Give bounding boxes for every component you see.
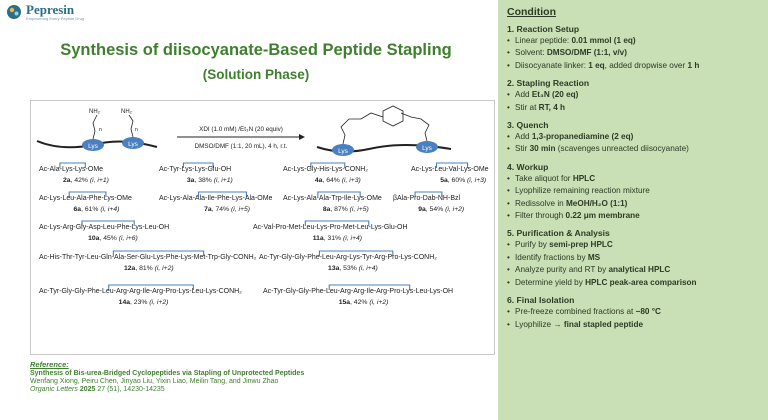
condition-step-highlight: final stapled peptide <box>563 319 644 329</box>
product-yield: , 61% <box>81 206 101 213</box>
condition-step-text: Stir at <box>515 102 539 112</box>
condition-step-highlight: 0.22 μm membrane <box>565 211 640 221</box>
condition-section-title: 3. Quench <box>507 120 549 131</box>
product-sequence: Ac-Tyr-Gly-Gly-Phe-Leu-Arg-Lys-Tyr-Arg-Pro-Lys-CONH₂ <box>259 254 437 261</box>
condition-section-title: 2. Stapling Reaction <box>507 78 590 89</box>
product-caption <box>124 265 174 272</box>
condition-panel <box>498 0 768 420</box>
reference-block <box>30 360 500 393</box>
reaction-arrow-head <box>299 134 305 140</box>
condition-step-highlight: 1,3-propanediamine (2 eq) <box>531 132 634 142</box>
logo-tagline: Empowering Every Peptide Drug <box>26 16 85 21</box>
n-label-1: n <box>99 127 102 133</box>
product-yield: , 54% <box>425 206 446 213</box>
condition-step-text: (scavenges unreacted diisocyanate) <box>555 144 689 154</box>
condition-step-highlight: HPLC peak-area comparison <box>585 277 697 287</box>
product-sequence: Ac-Lys-Ala-Ala-Trp-Ile-Lys-OMe <box>283 195 382 202</box>
product-entry-9a <box>393 192 464 213</box>
condition-step <box>507 35 762 47</box>
condition-step-text: , added dropwise over <box>604 60 688 70</box>
condition-step-highlight: DMSO/DMF (1:1, v/v) <box>546 48 627 58</box>
product-position: (i, i+2) <box>369 299 389 306</box>
product-yield: , 74% <box>211 206 231 213</box>
logo <box>6 3 84 21</box>
product-sequence: Ac-Tyr-Lys-Lys-Glu-OH <box>159 166 232 173</box>
product-id: 2a <box>63 177 71 184</box>
condition-step-highlight: MeOH/H₂O (1:1) <box>565 198 628 208</box>
condition-section-title: 1. Reaction Setup <box>507 24 580 34</box>
page-subtitle: (Solution Phase) <box>202 67 310 82</box>
condition-step <box>507 60 762 72</box>
condition-step-highlight: semi-prep HPLC <box>549 240 613 250</box>
product-entry-5a <box>411 163 489 184</box>
product-caption <box>339 299 389 306</box>
product-entry-8a <box>283 192 382 213</box>
logo-name: Pepresin <box>26 2 75 17</box>
product-entry-2a <box>39 163 109 184</box>
reagents-top: XDI (1.0 mM) /Et₃N (20 equiv) <box>199 126 283 133</box>
product-caption <box>440 177 486 184</box>
condition-step-text: Add <box>515 90 532 100</box>
condition-step-list <box>507 306 762 331</box>
product-id: 15a <box>338 299 351 306</box>
condition-step <box>507 319 762 331</box>
product-yield: , 42% <box>350 299 370 306</box>
product-caption <box>204 206 250 213</box>
condition-step-text: Pre-freeze combined fractions at <box>515 307 636 317</box>
reaction-scheme <box>30 100 495 355</box>
product-position: (i, i+1) <box>213 177 233 184</box>
scheme-figure <box>31 101 494 354</box>
condition-step-list <box>507 239 762 289</box>
product-sequence: Ac-Val-Pro-Met-Leu-Lys-Pro-Met-Leu-Lys-Glu-OH <box>253 224 408 231</box>
condition-step-list <box>507 173 762 223</box>
product-entry-14a <box>39 285 242 306</box>
condition-step <box>507 102 762 114</box>
product-yield: , 31% <box>323 235 344 242</box>
condition-step-text: Linear peptide: <box>515 36 572 45</box>
product-position: (i, i+4) <box>343 235 363 242</box>
product-yield: , 87% <box>330 206 350 213</box>
product-sequence: Ac-Tyr-Gly-Gly-Phe-Leu-Arg-Arg-Ile-Arg-Pro-Lys-Leu-Lys-CONH₂ <box>39 288 242 295</box>
product-id: 13a <box>328 265 340 272</box>
reagents-bottom: DMSO/DMF (1:1, 20 mL), 4 h, r.t. <box>194 143 288 150</box>
condition-step <box>507 185 762 197</box>
product-lys-label-2: Lys <box>422 145 432 152</box>
product-entry-12a <box>39 251 257 272</box>
condition-step-highlight: HPLC <box>572 173 596 183</box>
product-caption <box>328 265 378 272</box>
condition-title: Condition <box>507 6 556 18</box>
reference-year: 2025 <box>79 386 96 393</box>
product-yield: , 42% <box>70 177 90 184</box>
condition-section-title: 4. Workup <box>507 161 549 172</box>
product-id: 8a <box>322 206 331 213</box>
condition-section-title: 5. Purification & Analysis <box>507 228 610 239</box>
condition-step-text: Purify by <box>515 240 550 250</box>
condition-step <box>507 210 762 222</box>
product-sequence: Ac-Lys-Gly-His-Lys-CONH₂ <box>283 166 369 173</box>
product-caption <box>119 299 169 306</box>
n-label-2: n <box>135 127 138 133</box>
product-lys-label-1: Lys <box>338 148 348 155</box>
product-caption <box>88 235 138 242</box>
condition-step-text: Lyophilize remaining reaction mixture <box>515 186 650 196</box>
condition-step-text: Lyophilize → <box>515 319 564 329</box>
condition-step <box>507 198 762 210</box>
condition-step <box>507 131 762 143</box>
product-entry-15a <box>263 285 453 306</box>
amine-label-1: NH₂ <box>89 109 100 115</box>
product-yield: , 38% <box>194 177 214 184</box>
reactant-peptide <box>37 109 157 151</box>
product-yield: , 60% <box>447 177 468 184</box>
condition-step-text: Filter through <box>515 211 566 221</box>
condition-step-list <box>507 131 762 156</box>
product-yield: , 81% <box>135 265 155 272</box>
condition-step-highlight: −80 °C <box>635 307 661 317</box>
condition-step <box>507 306 762 318</box>
product-sequence: Ac-Ala-Lys-Lys-OMe <box>39 166 104 173</box>
product-caption <box>63 177 109 184</box>
product-position: (i, i+2) <box>154 265 174 272</box>
product-sequence: Ac-Lys-Leu-Ala-Phe-Lys-OMe <box>39 195 132 202</box>
product-id: 6a <box>73 206 82 213</box>
condition-step-text: Stir <box>515 144 530 154</box>
product-entry-13a <box>259 251 437 272</box>
reference-title: Synthesis of Bis-urea-Bridged Cyclopeptides via Stapling of Unprotected Peptides <box>30 370 305 377</box>
product-entry-4a <box>283 163 368 184</box>
condition-step <box>507 277 762 289</box>
xylene-ring <box>383 106 403 126</box>
condition-step-list <box>507 89 762 114</box>
product-position: (i, i+4) <box>358 265 378 272</box>
product-yield: , 53% <box>339 265 359 272</box>
product-id: 7a <box>204 206 212 213</box>
product-sequence: Ac-Lys-Leu-Val-Lys-OMe <box>411 166 489 173</box>
product-caption <box>313 235 362 242</box>
reference-journal: Organic Letters <box>30 386 78 393</box>
condition-step <box>507 143 762 155</box>
logo-icon <box>6 4 22 20</box>
product-id: 12a <box>123 265 136 272</box>
product-caption <box>323 206 369 213</box>
product-position: (i, i+6) <box>118 235 138 242</box>
product-entry-10a <box>39 221 169 242</box>
condition-step <box>507 47 762 59</box>
product-caption <box>315 177 361 184</box>
condition-step-text: Solvent: <box>515 48 547 58</box>
condition-step <box>507 239 762 251</box>
condition-step <box>507 173 762 185</box>
condition-step-text: Redissolve in <box>515 198 566 208</box>
product-id: 14a <box>118 299 131 306</box>
condition-step-highlight: 30 min <box>529 144 556 154</box>
product-sequence: Ac-His-Thr-Tyr-Leu-Gln-Ala-Ser-Glu-Lys-Phe-Lys-Met-Trp-Gly-CONH₂ <box>39 254 257 261</box>
page-title: Synthesis of diisocyanate-Based Peptide Stapling <box>60 41 452 59</box>
condition-step-text: Take aliquot for <box>515 173 573 183</box>
condition-step-text: Analyze purity and RT by <box>515 265 609 275</box>
product-sequence: Ac-Lys-Ala-Ala-Ile-Phe-Lys-Ala-OMe <box>159 195 273 202</box>
product-entry-11a <box>253 221 408 242</box>
product-position: (i, i+3) <box>467 177 487 184</box>
condition-step-highlight: Et₃N (20 eq) <box>531 90 579 100</box>
stapled-product <box>317 106 451 156</box>
condition-step-highlight: 1 h <box>687 60 700 70</box>
product-yield: , 23% <box>130 299 150 306</box>
reference-heading: Reference: <box>30 360 69 369</box>
reactant-lys-label-2: Lys <box>128 141 138 148</box>
product-entry-6a <box>39 192 132 213</box>
product-position: (i, i+2) <box>445 206 465 213</box>
condition-step-text: Identify fractions by <box>515 252 588 262</box>
product-entry-3a <box>159 163 233 184</box>
condition-step-highlight: MS <box>587 252 601 262</box>
condition-step-text: Add <box>515 132 532 142</box>
reference-authors: Wenfang Xiong, Peiru Chen, Jinyao Liu, Yixin Liao, Meilin Tang, and Jinwu Zhao <box>30 378 279 385</box>
product-position: (i, i+2) <box>149 299 169 306</box>
condition-section-title: 6. Final Isolation <box>507 295 575 306</box>
product-caption <box>187 177 233 184</box>
condition-step-text: Diisocyanate linker: <box>515 60 589 70</box>
condition-step-highlight: analytical HPLC <box>608 265 671 275</box>
product-id: 3a <box>186 177 195 184</box>
product-caption <box>418 206 464 213</box>
product-id: 9a <box>418 206 426 213</box>
product-position: (i, i+5) <box>349 206 369 213</box>
product-yield: , 45% <box>99 235 119 242</box>
product-position: (i, i+3) <box>341 177 361 184</box>
product-id: 10a <box>88 235 100 242</box>
product-entry-7a <box>159 192 273 213</box>
product-id: 4a <box>314 177 323 184</box>
product-sequence: Ac-Tyr-Gly-Gly-Phe-Leu-Arg-Arg-Ile-Arg-Pro-Lys-Leu-Lys-OH <box>263 288 454 295</box>
condition-step-highlight: 0.01 mmol (1 eq) <box>571 36 636 45</box>
product-caption <box>74 206 120 213</box>
product-id: 5a <box>440 177 448 184</box>
condition-step <box>507 252 762 264</box>
condition-step <box>507 89 762 101</box>
condition-step <box>507 264 762 276</box>
product-yield: , 64% <box>322 177 342 184</box>
condition-step-list <box>507 35 762 72</box>
amine-label-2: NH₂ <box>121 109 132 115</box>
reference-volume: 27 (51), 14230-14235 <box>97 386 165 393</box>
condition-step-highlight: 1 eq <box>588 60 605 70</box>
condition-step-text: Determine yield by <box>515 277 586 287</box>
condition-step-highlight: RT, 4 h <box>538 102 566 112</box>
reference-citation <box>30 386 500 393</box>
product-sequence: βAla-Pro-Dab-NH-Bzl <box>393 195 461 202</box>
product-position: (i, i+1) <box>89 177 109 184</box>
product-position: (i, i+4) <box>100 206 120 213</box>
reactant-lys-label-1: Lys <box>88 143 98 150</box>
product-sequence: Ac-Lys-Arg-Gly-Asp-Leu-Phe-Lys-Leu-OH <box>39 224 170 231</box>
product-id: 11a <box>312 235 324 242</box>
product-position: (i, i+5) <box>230 206 251 213</box>
